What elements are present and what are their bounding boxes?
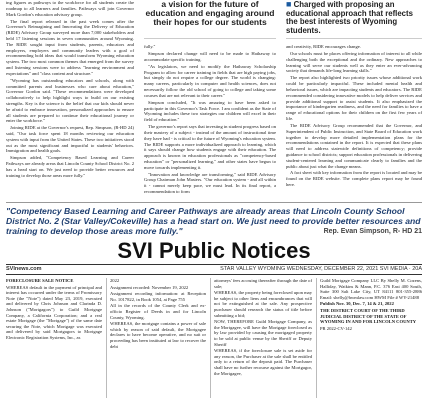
- notice-text: WHEREAS, if the foreclosure sale is set aside for any reason, the Purchaser at the sale shall be entitled only to a return of the deposit paid. The Purchaser shall have no further recourse against the Mortgagor, the Mortgagee,: [214, 348, 312, 376]
- notice-text: NOW, THEREFORE Guild Mortgage Company, as the Mortgagee, will have the Mortgage foreclosed as by law provided by causing the mortgaged property to be sold at public venue by the Sheriff or Deputy Sheriff: [214, 319, 312, 347]
- notice-publish-dates: Publish Nov. 30, Dec. 7, 14 & 21, 2022: [320, 301, 394, 307]
- article-paragraph: Simpson added, "Competency Based Learning and Career Pathways are already areas that Lincoln County School District No. 2 has a head start on. We just need to provide better resources and training to develop those areas more fully.": [6, 155, 134, 178]
- pull-quote-attribution: Rep. Evan Simpson, R- HD 21: [323, 228, 422, 235]
- site-name: SVInews.com: [6, 266, 42, 272]
- notice-heading: FORECLOSURE SALE NOTICE: [6, 278, 74, 283]
- notices-heading: SVI Public Notices: [117, 238, 311, 263]
- article-paragraph: "Innovation and knowledge are transforming," said RIDE Advisory Group Chairman John Masters. "Our education system - and all within it - cannot merely keep pace, we must lead. In its final report, a recommendation to form: [144, 171, 276, 195]
- notice-text: All in the records of the County Clerk and ex-officio Register of Deeds in and for Lincoln County, Wyoming.: [110, 303, 206, 320]
- notice-text: WHEREAS, the property being foreclosed upon may be subject to other liens and encumbrances that will not be extinguished at the sale. Any prospective purchaser should research the status of title before submitting a bid;: [214, 290, 312, 318]
- notice-text: WHEREAS default in the payment of principal and interest has occurred under the terms of Promissory Note (the "Note") dated May 23, 2019, executed and delivered by Chris Johnson and Clarinda D. Johnson ("Mortgagors") to Guild Mortgage Company, a California Corporation; and a real estate Mortgage (the "Mortgage") of the same date securing the Note, which Mortgage was executed and delivered by said Mortgagors to Mortgage Electronic Registration Systems, Inc., as: [6, 284, 102, 340]
- article-paragraph: fully.": [144, 44, 156, 49]
- article-paragraph: Simpson declared change will need to be made to Hathaway to accommodate specific training.: [144, 50, 276, 62]
- column-divider: [316, 278, 317, 398]
- notice-text: 2022: [110, 278, 120, 283]
- notice-text: WHEREAS, the mortgage contains a power of sale which by reason of said default, the Mortgagee declares to have become operative, and no suit or proceeding has been instituted at law to recover the debt: [110, 321, 206, 349]
- notice-text: Assignment recording information: at Reception No. 1017822, in Book 1054, at Page 755: [110, 291, 206, 302]
- article-paragraph: ing figures as pathways to the workforce for all students create the roadmap to all learners and families. Pathways will join Governor Mark Gordon's education advisory group.: [6, 0, 134, 17]
- notice-text: Guild Mortgage Company LLC By Shelly M. Cozens, Halliday, Watkins & Mann, P.C. 376 East 400 South, Suite 300 Salt Lake City, UT 84111 801-355-2886 Email: shelly@hwmlaw.com HWM File # WY-21488: [320, 278, 422, 300]
- notice-column-1: [6, 278, 102, 342]
- pull-quote-text: "Competency Based Learning and Career Pathways are already areas that Lincoln County School District No. 2 (Star Valley/Cokeville) has a head start on. We just need to provide better resources and training to develop those areas more fully.": [6, 206, 421, 236]
- column-divider: [210, 278, 211, 398]
- divider: [6, 274, 422, 275]
- article-paragraph: Joining RIDE at the Governor's request, Rep. Simpson, (R-HD 24) said, "Our task force spent 18 months reviewing our education system with input from the United States. These two initiatives stood out as the most significant and impactful to students' behaviors. Immigration and health goals.: [6, 125, 134, 154]
- notice-text: attorneys' fees accruing thereafter through the date of sale;: [214, 278, 312, 289]
- pull-callout-charged: [286, 0, 422, 39]
- pull-quote: [6, 202, 422, 237]
- bullet-icon: ■: [286, 0, 292, 9]
- article-paragraph: "Wyoming has outstanding educators and schools, along with committed parents and businesses who care about education," Governor Gordon said. "These recommendations were developed collaboratively to help highlight ways to build on our existing strengths. Key is the science is the belief that our kids should never be afraid to embrace innovation, personalized approaches to ensure all students are prepared to continue their educational journey or enter the workforce.": [6, 77, 134, 124]
- article-paragraph: Simpson concluded, "It was amazing to have been asked to participate in this Governor's Task Force. I am confident as the State of Wyoming includes these two strategies our children will excel in their field of education.": [144, 99, 276, 123]
- article-paragraph: A fact sheet with key information from the report is located and may be found on the RIDE website. The complete plans report may be found here.: [286, 170, 422, 188]
- article-column-3: [286, 44, 422, 189]
- notice-column-2: [110, 278, 206, 350]
- article-paragraph: Our schools must be places offering information of interest to all while challenging both the exceptional and the ordinary. New approaches to learning will serve our students well as they enter an ever-advancing society that demands life-long learning skills.": [286, 50, 422, 74]
- callout-text: Charged with proposing an educational approach that reflects the best interests of Wyoming students.: [286, 0, 413, 35]
- notice-text: Assignment recorded: November 19, 2022: [110, 284, 189, 290]
- notices-info-bar: [0, 265, 428, 274]
- notice-heading: THE DISTRICT COURT OF THE THIRD JUDICIAL DISTRICT OF THE STATE OF WYOMING IN AND FOR LINCOLN COUNTY: [320, 307, 417, 325]
- notice-column-4: [320, 278, 422, 332]
- article-column-2: [144, 44, 276, 196]
- article-paragraph: The governor's report says that investing in student progress based on their mastery of a subject - instead of the amount of instructional time they have had - is critical to the future of Wyoming's education system. The RIDE supports a more individualized approach to learning, which it says should change how students engage with their education. The approach is known in education professionals as "competency-based education" or "personalized learning," and other states have begun to move towards implementing it.: [144, 124, 276, 170]
- article-paragraph: and creativity, RIDE encourages change.: [286, 44, 361, 49]
- article-paragraph: "As legislators, we need to modify the Hathaway Scholarship Program to allow for career training in fields that are high paying jobs, but simply do not require a college degree. The world is changing: many careers, particularly in computer and health sciences, does not necessarily follow the old school of going to college and taking some courses that are not relevant to their career.": [144, 63, 276, 98]
- notice-case-number: PR 2022-CV-142: [320, 325, 352, 331]
- article-paragraph: The RIDE Advisory Group recommended that the Governor, and Superintendent of Public Instruction, and State Board of Education work together to develop more detailed implementation plans for the recommendations contained in the report. It is expected that these plans will need to address statewide definitions of competency; provide guidance to school districts; support education professionals in delivering student-centered learning and communicate clearly to families and the public about just what the change means.: [286, 122, 422, 169]
- pull-callout-vision: a vision for the future of education and engaging around their hopes for our students: [144, 0, 276, 39]
- issue-info: STAR VALLEY WYOMING WEDNESDAY, DECEMBER 22, 2021 SVI MEDIA · 20A: [220, 266, 422, 272]
- article-column-1: [6, 0, 134, 180]
- article-paragraph: The report also highlighted two priority issues whose additional work could be particularly impactful. These included mental health and behavioral issues, which are impacting students and educators. The RIDE recommended considering innovative models to help deliver services and provide additional support to assist students. It also emphasized the importance of kindergarten readiness, and the need for families to have a range of educational options for their children on the first few years of life.: [286, 75, 422, 121]
- notice-column-3: [214, 278, 312, 377]
- article-paragraph: The final report released in the past week comes after the Governor's Reimagining and Innovating the Delivery of Education (RIDE) Advisory Group surveyed more than 7,000 stakeholders and held 17 listening sessions in seven communities around Wyoming. The RIDE sought input from students, parents, educators and employers, employers and community leaders with a goal of recommending bold ideas that would transform Wyoming education system. The two most common themes that emerged from the survey and listening sessions were to address "learning environment and expectations" and "class content and structure.": [6, 18, 134, 76]
- column-divider: [106, 278, 107, 398]
